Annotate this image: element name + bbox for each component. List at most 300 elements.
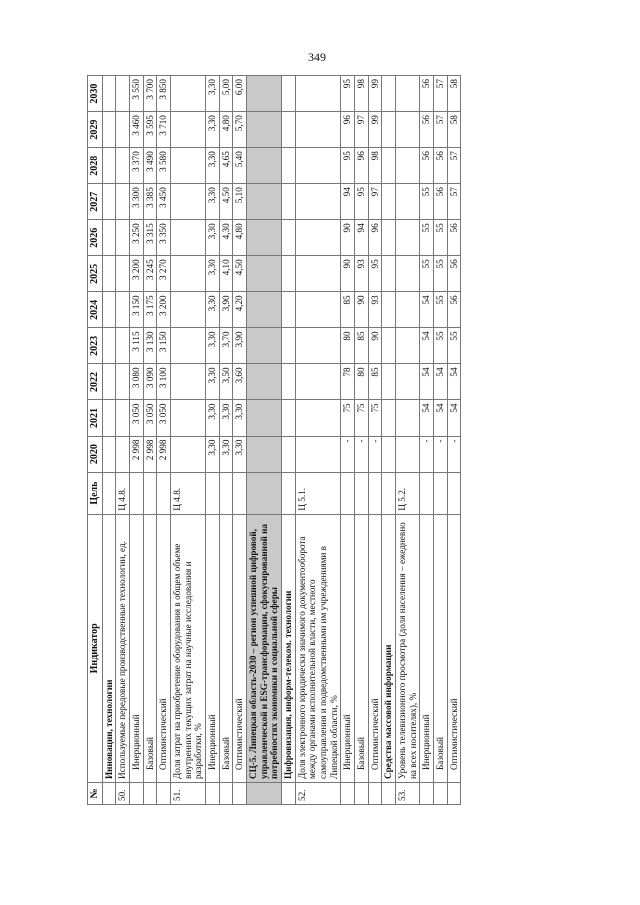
row-value-2020: - — [355, 436, 369, 472]
table-row — [396, 76, 420, 805]
header-year-2022: 2022 — [88, 364, 103, 400]
row-value-2030: 57 — [434, 76, 448, 112]
header-year-2028: 2028 — [88, 148, 103, 184]
row-goal — [368, 472, 382, 514]
row-number — [157, 782, 171, 804]
row-value-2028 — [295, 148, 341, 184]
table-row — [434, 76, 448, 805]
row-indicator: Инерционный — [341, 514, 355, 782]
row-value-2024 — [295, 292, 341, 328]
row-value-2029: 96 — [341, 112, 355, 148]
row-value-2028: 3 370 — [129, 148, 143, 184]
row-value-2025 — [382, 256, 396, 292]
row-value-2028 — [170, 148, 205, 184]
row-value-2021 — [282, 400, 296, 436]
table-header — [88, 76, 103, 805]
row-value-2022: 3 080 — [129, 364, 143, 400]
row-value-2029 — [396, 112, 420, 148]
row-value-2020 — [295, 436, 341, 472]
row-goal — [382, 472, 396, 514]
table-row — [341, 76, 355, 805]
row-value-2030: 3 550 — [129, 76, 143, 112]
row-value-2021: 54 — [420, 400, 434, 436]
row-indicator: Базовый — [434, 514, 448, 782]
row-value-2026: 3 315 — [143, 220, 157, 256]
row-value-2025: 3 245 — [143, 256, 157, 292]
row-indicator: Цифровизация, информ-телеком. технологии — [282, 514, 296, 782]
row-goal — [420, 472, 434, 514]
indicators-table — [87, 75, 461, 805]
row-value-2023: 55 — [447, 328, 461, 364]
row-value-2025: 3 200 — [129, 256, 143, 292]
table-row — [246, 76, 281, 805]
row-number — [355, 782, 369, 804]
row-value-2027: 56 — [434, 184, 448, 220]
header-year-2024: 2024 — [88, 292, 103, 328]
row-goal — [282, 472, 296, 514]
row-value-2029: 99 — [368, 112, 382, 148]
row-value-2030 — [116, 76, 130, 112]
table-row — [102, 76, 116, 805]
row-value-2020 — [116, 436, 130, 472]
row-value-2029: 57 — [434, 112, 448, 148]
table-row — [282, 76, 296, 805]
row-value-2030 — [382, 76, 396, 112]
row-value-2021: 54 — [434, 400, 448, 436]
table-row — [420, 76, 434, 805]
page-number: 349 — [308, 50, 326, 64]
row-value-2024: 90 — [355, 292, 369, 328]
row-value-2026: 3 250 — [129, 220, 143, 256]
row-value-2026: 55 — [434, 220, 448, 256]
row-value-2020 — [246, 436, 281, 472]
row-value-2024: 54 — [420, 292, 434, 328]
row-value-2021 — [170, 400, 205, 436]
table-row — [143, 76, 157, 805]
row-indicator: Базовый — [219, 514, 233, 782]
row-value-2027: 5,10 — [233, 184, 247, 220]
row-indicator: Базовый — [355, 514, 369, 782]
row-indicator: Оптимистический — [447, 514, 461, 782]
row-value-2020: 3,30 — [205, 436, 219, 472]
row-value-2023: 3 150 — [157, 328, 171, 364]
row-value-2020 — [102, 436, 116, 472]
row-value-2021 — [246, 400, 281, 436]
row-value-2025: 4,10 — [219, 256, 233, 292]
row-value-2021: 75 — [355, 400, 369, 436]
row-value-2023: 55 — [434, 328, 448, 364]
row-value-2025: 4,50 — [233, 256, 247, 292]
row-value-2028 — [382, 148, 396, 184]
row-value-2021: 3 050 — [143, 400, 157, 436]
row-goal — [157, 472, 171, 514]
header-year-2020: 2020 — [88, 436, 103, 472]
row-value-2030: 58 — [447, 76, 461, 112]
row-value-2023: 3 130 — [143, 328, 157, 364]
row-value-2021: 3 050 — [129, 400, 143, 436]
row-value-2022: 85 — [368, 364, 382, 400]
row-value-2020: 2 998 — [143, 436, 157, 472]
row-value-2025: 3 270 — [157, 256, 171, 292]
row-value-2023 — [295, 328, 341, 364]
row-value-2030 — [170, 76, 205, 112]
row-value-2021: 75 — [341, 400, 355, 436]
row-value-2029 — [382, 112, 396, 148]
row-value-2026: 90 — [341, 220, 355, 256]
table-row — [355, 76, 369, 805]
row-value-2027 — [396, 184, 420, 220]
row-value-2027 — [246, 184, 281, 220]
row-value-2022: 80 — [355, 364, 369, 400]
row-number — [102, 782, 116, 804]
row-number — [447, 782, 461, 804]
row-value-2020: 3,30 — [219, 436, 233, 472]
row-value-2028: 5,40 — [233, 148, 247, 184]
row-value-2024 — [396, 292, 420, 328]
row-value-2029: 4,80 — [219, 112, 233, 148]
row-value-2030 — [102, 76, 116, 112]
row-value-2029: 3 595 — [143, 112, 157, 148]
row-value-2026 — [396, 220, 420, 256]
row-value-2023 — [282, 328, 296, 364]
row-value-2030 — [396, 76, 420, 112]
row-value-2020: - — [341, 436, 355, 472]
row-value-2025 — [295, 256, 341, 292]
row-value-2026: 55 — [420, 220, 434, 256]
row-value-2026: 96 — [368, 220, 382, 256]
header-indicator: Индикатор — [88, 514, 103, 782]
row-value-2025 — [170, 256, 205, 292]
row-number: 53. — [396, 782, 420, 804]
row-value-2024 — [102, 292, 116, 328]
row-value-2021: 75 — [368, 400, 382, 436]
row-indicator: Инерционный — [420, 514, 434, 782]
header-no: № — [88, 782, 103, 804]
row-value-2030 — [282, 76, 296, 112]
row-value-2020: 2 998 — [129, 436, 143, 472]
row-indicator: Оптимистический — [233, 514, 247, 782]
row-value-2024: 3 150 — [129, 292, 143, 328]
row-value-2025: 55 — [434, 256, 448, 292]
row-goal — [233, 472, 247, 514]
row-value-2029: 58 — [447, 112, 461, 148]
row-value-2020: 2 998 — [157, 436, 171, 472]
row-value-2024 — [246, 292, 281, 328]
row-indicator: Используемые передовые производственные технологии, ед. — [116, 514, 130, 782]
row-value-2028: 3 580 — [157, 148, 171, 184]
row-value-2027 — [282, 184, 296, 220]
row-value-2030 — [295, 76, 341, 112]
table-row — [170, 76, 205, 805]
header-year-2030: 2030 — [88, 76, 103, 112]
row-goal: Ц 4.8. — [170, 472, 205, 514]
row-goal: Ц 5.1. — [295, 472, 341, 514]
row-value-2022: 3,50 — [219, 364, 233, 400]
row-goal — [102, 472, 116, 514]
table-row — [205, 76, 219, 805]
table-row — [157, 76, 171, 805]
row-value-2027: 57 — [447, 184, 461, 220]
row-value-2021 — [396, 400, 420, 436]
row-number: 50. — [116, 782, 130, 804]
row-value-2026 — [102, 220, 116, 256]
row-value-2030: 99 — [368, 76, 382, 112]
row-value-2024: 3,30 — [205, 292, 219, 328]
row-value-2020: 3,30 — [233, 436, 247, 472]
row-value-2025 — [116, 256, 130, 292]
row-number — [246, 782, 281, 804]
table-row — [116, 76, 130, 805]
row-value-2028: 56 — [434, 148, 448, 184]
row-value-2024 — [170, 292, 205, 328]
row-value-2021 — [295, 400, 341, 436]
header-year-2026: 2026 — [88, 220, 103, 256]
row-value-2022: 3 100 — [157, 364, 171, 400]
row-value-2029: 3 710 — [157, 112, 171, 148]
row-value-2025: 3,30 — [205, 256, 219, 292]
row-value-2021 — [382, 400, 396, 436]
row-value-2027 — [116, 184, 130, 220]
row-number — [282, 782, 296, 804]
row-value-2022 — [102, 364, 116, 400]
row-value-2024: 3,90 — [219, 292, 233, 328]
row-value-2030 — [246, 76, 281, 112]
table-row — [368, 76, 382, 805]
row-value-2021: 3,30 — [205, 400, 219, 436]
rotated-table-container — [87, 75, 547, 805]
row-value-2023: 85 — [355, 328, 369, 364]
row-value-2024: 4,20 — [233, 292, 247, 328]
row-value-2022 — [282, 364, 296, 400]
row-value-2020 — [282, 436, 296, 472]
row-value-2025 — [246, 256, 281, 292]
row-value-2029 — [170, 112, 205, 148]
row-value-2023 — [382, 328, 396, 364]
row-indicator: Инерционный — [129, 514, 143, 782]
row-value-2026: 94 — [355, 220, 369, 256]
row-value-2022 — [246, 364, 281, 400]
row-value-2028: 3,30 — [205, 148, 219, 184]
table-row — [447, 76, 461, 805]
row-value-2029 — [246, 112, 281, 148]
row-goal — [447, 472, 461, 514]
row-value-2027: 3 385 — [143, 184, 157, 220]
row-value-2027: 95 — [355, 184, 369, 220]
table-row — [129, 76, 143, 805]
row-value-2024: 3 175 — [143, 292, 157, 328]
row-value-2026 — [282, 220, 296, 256]
row-value-2026 — [116, 220, 130, 256]
row-value-2029: 3 460 — [129, 112, 143, 148]
row-value-2022 — [295, 364, 341, 400]
row-value-2027: 94 — [341, 184, 355, 220]
row-indicator: Оптимистический — [368, 514, 382, 782]
row-value-2023: 3,30 — [205, 328, 219, 364]
header-year-2029: 2029 — [88, 112, 103, 148]
row-value-2027 — [295, 184, 341, 220]
row-goal — [219, 472, 233, 514]
row-value-2023: 3,90 — [233, 328, 247, 364]
row-value-2027: 97 — [368, 184, 382, 220]
row-value-2024: 93 — [368, 292, 382, 328]
row-value-2030: 3,30 — [205, 76, 219, 112]
row-value-2022: 54 — [447, 364, 461, 400]
row-value-2023 — [170, 328, 205, 364]
row-indicator: Инновации, технологии — [102, 514, 116, 782]
row-value-2029 — [295, 112, 341, 148]
row-value-2029: 5,70 — [233, 112, 247, 148]
row-value-2028 — [116, 148, 130, 184]
row-goal — [129, 472, 143, 514]
row-number — [143, 782, 157, 804]
row-value-2022: 3,30 — [205, 364, 219, 400]
header-row — [88, 76, 103, 805]
row-value-2029: 3,30 — [205, 112, 219, 148]
row-value-2020 — [396, 436, 420, 472]
row-value-2025 — [396, 256, 420, 292]
row-value-2023: 3,70 — [219, 328, 233, 364]
row-value-2026 — [382, 220, 396, 256]
row-value-2021: 3,30 — [219, 400, 233, 436]
row-value-2028: 3 490 — [143, 148, 157, 184]
row-value-2022: 54 — [420, 364, 434, 400]
row-value-2024: 55 — [434, 292, 448, 328]
row-value-2022: 54 — [434, 364, 448, 400]
row-value-2024: 3 200 — [157, 292, 171, 328]
row-value-2021: 3 050 — [157, 400, 171, 436]
header-goal: Цель — [88, 472, 103, 514]
row-value-2025: 55 — [420, 256, 434, 292]
row-value-2029 — [102, 112, 116, 148]
row-goal: Ц 4.8. — [116, 472, 130, 514]
row-goal — [143, 472, 157, 514]
header-year-2021: 2021 — [88, 400, 103, 436]
row-value-2029 — [282, 112, 296, 148]
row-indicator: СЦ-5. Липецкая область-2030 – регион успешной цифровой, управленческой и ESG-трансформации, сфокусированной на потребностях экономики и социальной сферы — [246, 514, 281, 782]
table-row — [219, 76, 233, 805]
row-indicator: Доля электронного юридически значимого документооборота между органами исполнительной власти, местного самоуправления и подведомственными им учреждениями в Липецкой области, % — [295, 514, 341, 782]
row-value-2026 — [246, 220, 281, 256]
table-row — [382, 76, 396, 805]
row-value-2025 — [282, 256, 296, 292]
row-number — [420, 782, 434, 804]
row-value-2023 — [246, 328, 281, 364]
row-value-2020: - — [420, 436, 434, 472]
header-year-2023: 2023 — [88, 328, 103, 364]
row-value-2028: 56 — [420, 148, 434, 184]
row-value-2024: 56 — [447, 292, 461, 328]
row-value-2029: 56 — [420, 112, 434, 148]
row-goal — [205, 472, 219, 514]
row-value-2028: 57 — [447, 148, 461, 184]
row-value-2028 — [282, 148, 296, 184]
row-value-2028 — [102, 148, 116, 184]
row-value-2029 — [116, 112, 130, 148]
row-value-2028: 98 — [368, 148, 382, 184]
row-number — [382, 782, 396, 804]
row-value-2023 — [102, 328, 116, 364]
row-indicator: Уровень телевизионного просмотра (доля населения – ежедневно на всех носителях), % — [396, 514, 420, 782]
row-value-2029: 97 — [355, 112, 369, 148]
row-value-2028: 4,65 — [219, 148, 233, 184]
row-value-2030: 6,00 — [233, 76, 247, 112]
row-value-2030: 3 850 — [157, 76, 171, 112]
table-row — [233, 76, 247, 805]
row-value-2026: 4,30 — [219, 220, 233, 256]
header-year-2027: 2027 — [88, 184, 103, 220]
row-value-2021: 3,30 — [233, 400, 247, 436]
row-value-2023 — [396, 328, 420, 364]
row-value-2022 — [116, 364, 130, 400]
row-value-2020: - — [447, 436, 461, 472]
row-value-2027 — [170, 184, 205, 220]
header-year-2025: 2025 — [88, 256, 103, 292]
row-value-2022 — [382, 364, 396, 400]
row-value-2022: 3,60 — [233, 364, 247, 400]
row-goal — [246, 472, 281, 514]
row-value-2023: 90 — [368, 328, 382, 364]
row-value-2021: 54 — [447, 400, 461, 436]
row-indicator: Оптимистический — [157, 514, 171, 782]
row-value-2024: 85 — [341, 292, 355, 328]
row-number — [205, 782, 219, 804]
row-value-2023: 3 115 — [129, 328, 143, 364]
row-indicator: Доля затрат на приобретение оборудования в общем объеме внутренних текущих затрат на научные исследования и разработки, % — [170, 514, 205, 782]
row-value-2024 — [282, 292, 296, 328]
row-value-2028: 95 — [341, 148, 355, 184]
row-value-2027: 3 450 — [157, 184, 171, 220]
row-indicator: Базовый — [143, 514, 157, 782]
row-value-2030: 5,00 — [219, 76, 233, 112]
row-value-2027 — [102, 184, 116, 220]
row-goal — [355, 472, 369, 514]
row-indicator: Средства массовой информации — [382, 514, 396, 782]
row-value-2020 — [170, 436, 205, 472]
row-number — [233, 782, 247, 804]
row-value-2025: 95 — [368, 256, 382, 292]
row-value-2026 — [170, 220, 205, 256]
row-value-2028 — [246, 148, 281, 184]
row-value-2030: 56 — [420, 76, 434, 112]
row-value-2026 — [295, 220, 341, 256]
row-value-2027: 3 300 — [129, 184, 143, 220]
table-row — [295, 76, 341, 805]
row-value-2020: - — [368, 436, 382, 472]
row-value-2022: 3 090 — [143, 364, 157, 400]
row-value-2026: 3 350 — [157, 220, 171, 256]
row-goal — [434, 472, 448, 514]
row-value-2026: 56 — [447, 220, 461, 256]
row-value-2022: 78 — [341, 364, 355, 400]
row-value-2026: 3,30 — [205, 220, 219, 256]
row-value-2027: 55 — [420, 184, 434, 220]
row-value-2027: 4,50 — [219, 184, 233, 220]
row-value-2021 — [116, 400, 130, 436]
row-value-2027: 3,30 — [205, 184, 219, 220]
row-value-2025: 90 — [341, 256, 355, 292]
row-indicator: Инерционный — [205, 514, 219, 782]
row-value-2025: 56 — [447, 256, 461, 292]
row-value-2021 — [102, 400, 116, 436]
row-value-2024 — [382, 292, 396, 328]
row-value-2028: 96 — [355, 148, 369, 184]
row-number — [368, 782, 382, 804]
row-value-2022 — [396, 364, 420, 400]
row-value-2022 — [170, 364, 205, 400]
row-value-2030: 3 700 — [143, 76, 157, 112]
row-number — [434, 782, 448, 804]
row-number — [129, 782, 143, 804]
